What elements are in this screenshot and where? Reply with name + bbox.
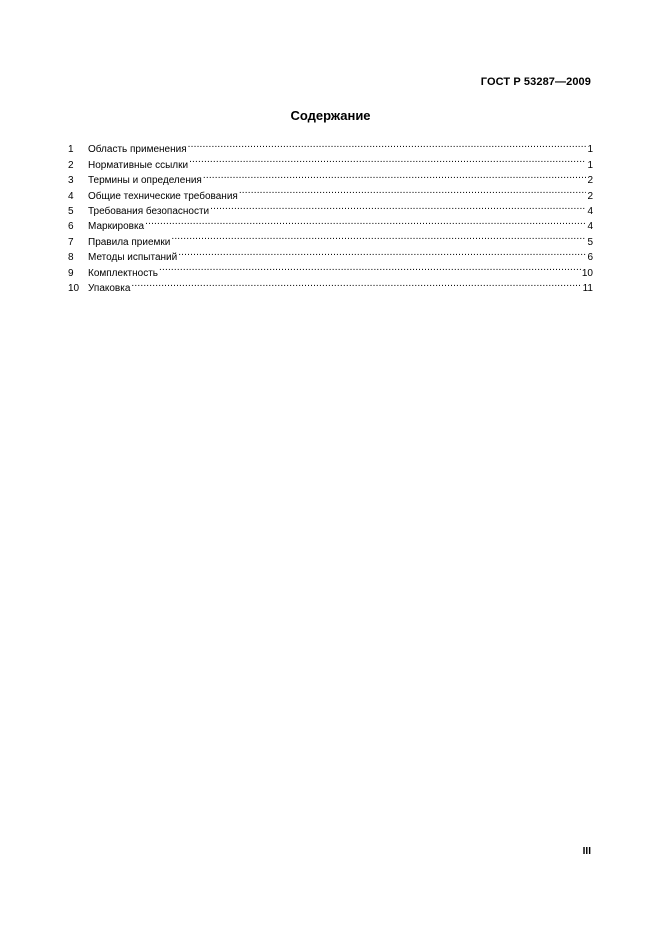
toc-entry-number: 10 [68, 282, 80, 294]
toc-dot-leader [159, 260, 581, 275]
toc-entry-page: 4 [587, 205, 593, 217]
toc-entry-title: Методы испытаний [88, 252, 178, 264]
table-of-contents [68, 137, 593, 294]
toc-entry-title: Правила приемки [88, 236, 171, 248]
toc-entry-page: 4 [587, 221, 593, 233]
toc-entry-title: Общие технические требования [88, 190, 238, 202]
toc-dot-leader [131, 276, 581, 291]
toc-entry-title: Нормативные ссылки [88, 159, 189, 171]
toc-entry-page: 1 [587, 144, 593, 156]
toc-entry[interactable] [68, 276, 593, 294]
toc-entry-number: 7 [68, 236, 74, 248]
toc-dot-leader [210, 199, 586, 214]
toc-dot-leader [203, 168, 587, 183]
toc-entry-page: 2 [587, 175, 593, 187]
toc-entry-page: 6 [587, 252, 593, 264]
toc-entry-number: 3 [68, 175, 74, 187]
toc-entry-title: Комплектность [88, 267, 159, 279]
toc-entry-number: 8 [68, 252, 74, 264]
document-code: ГОСТ Р 53287—2009 [480, 76, 591, 88]
toc-entry-page: 1 [587, 159, 593, 171]
toc-entry-title: Упаковка [88, 282, 131, 294]
toc-entry-page: 10 [581, 267, 593, 279]
toc-entry-number: 2 [68, 159, 74, 171]
toc-entry-number: 5 [68, 205, 74, 217]
toc-dot-leader [178, 245, 586, 260]
toc-entry[interactable] [68, 229, 593, 248]
toc-title: Содержание [290, 108, 371, 123]
toc-entry[interactable] [68, 214, 593, 233]
toc-entry-page: 11 [582, 282, 593, 294]
toc-entry-page: 5 [587, 236, 593, 248]
toc-entry-page: 2 [587, 190, 593, 202]
toc-dot-leader [171, 229, 586, 244]
toc-entry-title: Маркировка [88, 221, 145, 233]
toc-entry-number: 1 [68, 144, 74, 156]
toc-entry[interactable] [68, 137, 593, 156]
toc-entry-number: 6 [68, 221, 74, 233]
toc-entry-title: Термины и определения [88, 175, 202, 187]
toc-entry-number: 4 [68, 190, 74, 202]
toc-dot-leader [188, 137, 587, 152]
toc-entry-title: Требования безопасности [88, 205, 210, 217]
toc-entry-title: Область применения [88, 144, 187, 156]
toc-dot-leader [239, 183, 587, 198]
toc-dot-leader [145, 214, 586, 229]
toc-entry-number: 9 [68, 267, 74, 279]
toc-dot-leader [189, 152, 586, 167]
page-number: III [582, 846, 591, 857]
